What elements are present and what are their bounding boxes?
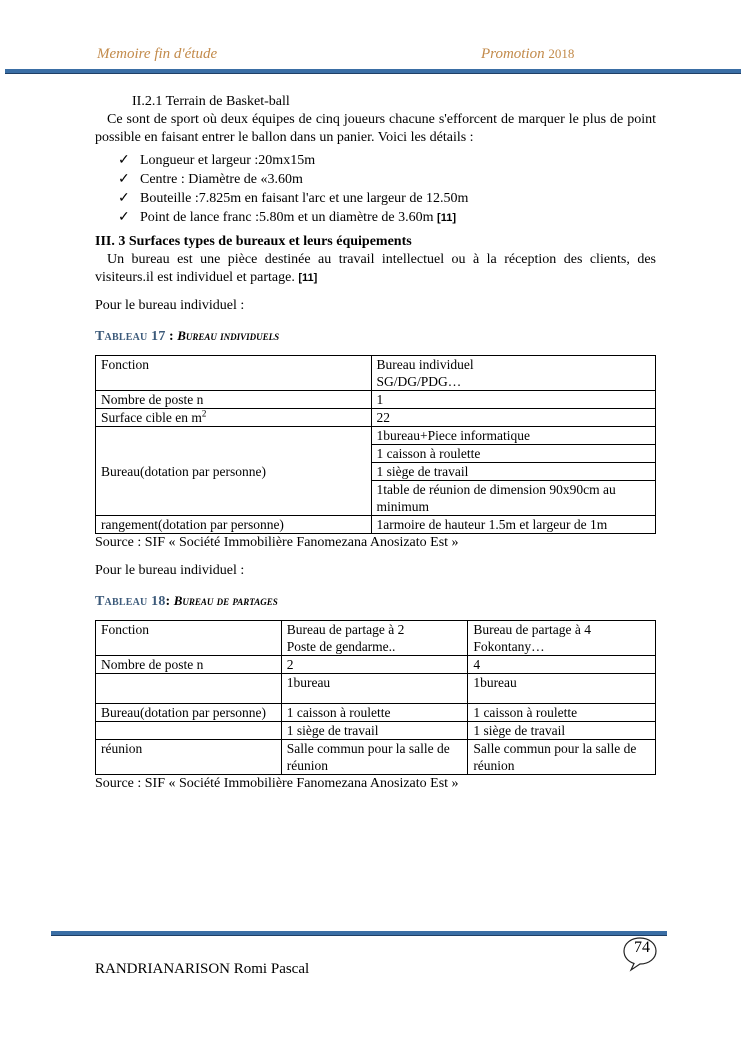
- list-item: ✓ Longueur et largeur :20mx15m: [118, 153, 316, 168]
- table-row: [96, 409, 656, 427]
- table-row: [96, 740, 656, 775]
- header-rule: [5, 69, 741, 74]
- header-promotion: Promotion: [481, 46, 545, 62]
- table-cell: 2: [281, 656, 468, 674]
- table-row: [96, 516, 656, 534]
- table-cell: Nombre de poste n: [96, 656, 282, 674]
- table-cell: Bureau individuel SG/DG/PDG…: [371, 356, 655, 391]
- table-cell: [96, 674, 282, 704]
- table-cell: 1bureau+Piece informatique: [371, 427, 655, 445]
- list-item: ✓ Point de lance franc :5.80m et un diamètre de 3.60m [11]: [118, 210, 456, 225]
- table-cell: Fonction: [96, 356, 372, 391]
- header-right-title: [481, 46, 574, 63]
- table-row: [96, 704, 656, 722]
- table-cell: Fonction: [96, 621, 282, 656]
- section-heading: III. 3 Surfaces types de bureaux et leurs équipements: [95, 234, 412, 249]
- table-cell: 22: [371, 409, 655, 427]
- table-cell: 1 caisson à roulette: [371, 445, 655, 463]
- table-bureau-partage: [95, 620, 656, 775]
- table17-caption: Tableau 17 : Bureau individuels: [95, 328, 280, 344]
- table-cell: 1 siège de travail: [468, 722, 656, 740]
- intro-paragraph: Ce sont de sport où deux équipes de cinq joueurs chacune s'efforcent de marquer le plus de point possible en faisant entrer le ballon dans un panier. Voici les détails :: [95, 112, 656, 145]
- check-icon: ✓: [118, 172, 130, 187]
- check-icon: ✓: [118, 210, 130, 225]
- table-cell: Bureau de partage à 4 Fokontany…: [468, 621, 656, 656]
- table-cell: Bureau(dotation par personne): [96, 704, 282, 722]
- table-cell: 1: [371, 391, 655, 409]
- footer-rule: [51, 931, 667, 936]
- table-row: [96, 621, 656, 656]
- table-cell: Surface cible en $m^2$: [96, 409, 372, 427]
- table-row: [96, 427, 656, 445]
- details-list: [95, 151, 656, 228]
- table18-source: Source : SIF « Société Immobilière Fanomezana Anosizato Est »: [95, 776, 459, 791]
- table-row: [96, 722, 656, 740]
- page-body: [95, 93, 656, 793]
- table-cell: 1 caisson à roulette: [468, 704, 656, 722]
- table-cell: 1 siège de travail: [371, 463, 655, 481]
- table-row: [96, 356, 656, 391]
- table17-source: Source : SIF « Société Immobilière Fanomezana Anosizato Est »: [95, 535, 459, 550]
- table-cell: 1armoire de hauteur 1.5m et largeur de 1m: [371, 516, 655, 534]
- table-cell: Bureau(dotation par personne): [96, 427, 372, 516]
- table-cell: rangement(dotation par personne): [96, 516, 372, 534]
- table-bureau-individuel: [95, 355, 656, 534]
- page-number: 74: [634, 939, 650, 956]
- section-subtitle: II.2.1 Terrain de Basket-ball: [132, 94, 290, 109]
- table-cell: 1 caisson à roulette: [281, 704, 468, 722]
- list-item: ✓ Bouteille :7.825m en faisant l'arc et une largeur de 12.50m: [118, 191, 469, 206]
- table18-intro: Pour le bureau individuel :: [95, 563, 245, 578]
- table-cell: 4: [468, 656, 656, 674]
- table-cell: 1 siège de travail: [281, 722, 468, 740]
- table-cell: [96, 722, 282, 740]
- table-cell: 1bureau: [468, 674, 656, 704]
- table-cell: Salle commun pour la salle de réunion: [281, 740, 468, 775]
- table17-intro: Pour le bureau individuel :: [95, 298, 245, 313]
- table-cell: 1bureau: [281, 674, 468, 704]
- citation-ref: [11]: [437, 212, 456, 224]
- header-left-title: Memoire fin d'étude: [97, 46, 218, 62]
- check-icon: ✓: [118, 191, 130, 206]
- table-cell: Nombre de poste n: [96, 391, 372, 409]
- list-item: ✓ Centre : Diamètre de «3.60m: [118, 172, 303, 187]
- table18-caption: Tableau 18: Bureau de partages: [95, 593, 278, 609]
- page-number-badge: [623, 936, 657, 972]
- footer-author: RANDRIANARISON Romi Pascal: [95, 961, 310, 977]
- check-icon: ✓: [118, 153, 130, 168]
- table-cell: Bureau de partage à 2 Poste de gendarme..: [281, 621, 468, 656]
- table-cell: Salle commun pour la salle de réunion: [468, 740, 656, 775]
- table-row: [96, 391, 656, 409]
- table-row: [96, 674, 656, 704]
- header-year: 2018: [548, 46, 575, 61]
- table-cell: 1table de réunion de dimension 90x90cm au minimum: [371, 481, 655, 516]
- table-cell: réunion: [96, 740, 282, 775]
- citation-ref: [11]: [298, 272, 318, 284]
- office-paragraph: Un bureau est une pièce destinée au travail intellectuel ou à la réception des clients, des visiteurs.il est individuel et partage. [11]: [95, 252, 656, 285]
- table-row: [96, 656, 656, 674]
